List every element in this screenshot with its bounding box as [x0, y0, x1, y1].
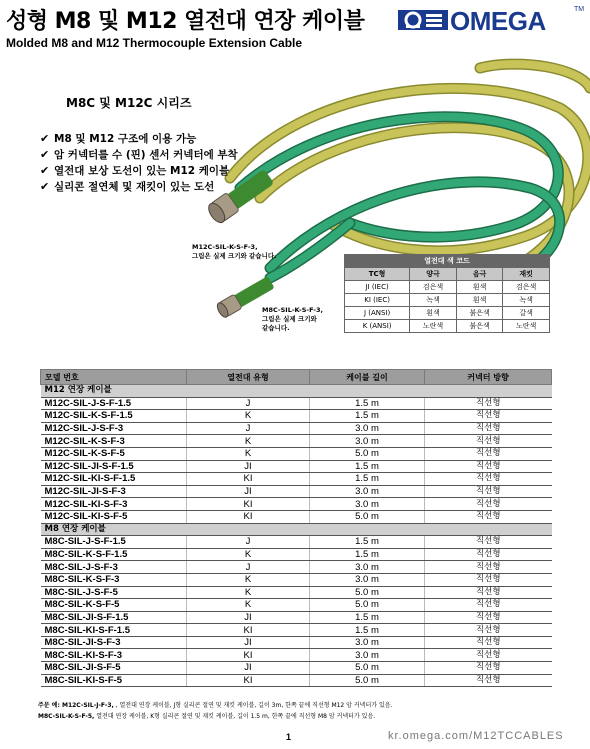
checkmark-icon: ✔ — [40, 163, 50, 177]
connector-direction-cell: 직선형 — [425, 435, 552, 448]
table-row — [41, 536, 552, 549]
cable-length-cell: 1.5 m — [310, 548, 425, 561]
table-row — [41, 586, 552, 599]
connector-direction-cell: 직선형 — [425, 586, 552, 599]
table-row — [41, 397, 552, 410]
connector-direction-cell: 직선형 — [425, 649, 552, 662]
tc-type-cell: KI — [187, 674, 310, 687]
omega-logo-mark-icon — [398, 6, 448, 32]
footer-url[interactable]: kr.omega.com/M12TCCABLES — [388, 730, 564, 742]
omega-logo — [398, 6, 588, 34]
cable-length-cell: 3.0 m — [310, 435, 425, 448]
model-number-cell: M8C-SIL-KI-S-F-3 — [41, 649, 187, 662]
model-number-cell: M8C-SIL-JI-S-F-1.5 — [41, 611, 187, 624]
tc-type-cell: KI — [187, 473, 310, 486]
feature-item: ✔ 열전대 보상 도선이 있는 M12 케이블 — [40, 163, 230, 177]
tc-type-cell: K — [187, 410, 310, 423]
color-code-cell: 갈색 — [503, 307, 550, 320]
cable-length-cell: 5.0 m — [310, 674, 425, 687]
model-number-cell: M12C-SIL-KI-S-F-3 — [41, 498, 187, 511]
column-header-model: 모델 번호 — [41, 370, 187, 385]
feature-item: ✔ 암 커넥터를 수 (핀) 센서 커넥터에 부착 — [40, 147, 238, 161]
table-row — [41, 573, 552, 586]
connector-direction-cell: 직선형 — [425, 599, 552, 612]
page-subtitle: Molded M8 and M12 Thermocouple Extension Cable — [6, 36, 303, 50]
color-code-row — [345, 320, 550, 333]
tc-type-cell: K — [187, 573, 310, 586]
connector-direction-cell: 직선형 — [425, 397, 552, 410]
model-number-cell: M12C-SIL-K-S-F-1.5 — [41, 410, 187, 423]
tc-type-cell: J — [187, 422, 310, 435]
color-code-header: 양극 — [410, 268, 457, 281]
table-row — [41, 662, 552, 675]
connector-direction-cell: 직선형 — [425, 536, 552, 549]
color-code-row — [345, 281, 550, 294]
table-row — [41, 498, 552, 511]
cable-length-cell: 5.0 m — [310, 662, 425, 675]
m8-image-caption: M8C-SIL-K-S-F-3, 그림은 실제 크기와 같습니다. — [262, 306, 324, 332]
model-number-cell: M8C-SIL-J-S-F-3 — [41, 561, 187, 574]
color-code-cell: 검은색 — [503, 281, 550, 294]
model-number-cell: M8C-SIL-K-S-F-3 — [41, 573, 187, 586]
tc-type-cell: K — [187, 435, 310, 448]
connector-direction-cell: 직선형 — [425, 410, 552, 423]
model-number-cell: M12C-SIL-J-S-F-3 — [41, 422, 187, 435]
color-code-table — [344, 254, 550, 333]
connector-direction-cell: 직선형 — [425, 611, 552, 624]
connector-direction-cell: 직선형 — [425, 473, 552, 486]
color-code-title: 열전대 색 코드 — [345, 255, 550, 268]
cable-length-cell: 3.0 m — [310, 498, 425, 511]
color-code-cell: 붉은색 — [456, 307, 503, 320]
color-code-header: 재킷 — [503, 268, 550, 281]
table-row — [41, 460, 552, 473]
model-number-cell: M8C-SIL-JI-S-F-5 — [41, 662, 187, 675]
table-row — [41, 447, 552, 460]
cable-length-cell: 1.5 m — [310, 460, 425, 473]
table-row — [41, 624, 552, 637]
logo-wordmark: OMEGA — [450, 6, 546, 36]
model-table — [40, 369, 552, 687]
tc-type-cell: K — [187, 586, 310, 599]
color-code-cell: 노란색 — [503, 320, 550, 333]
page-title: 성형 M8 및 M12 열전대 연장 케이블 — [6, 9, 365, 34]
cable-length-cell: 3.0 m — [310, 573, 425, 586]
checkmark-icon: ✔ — [40, 131, 50, 145]
model-number-cell: M8C-SIL-K-S-F-5 — [41, 599, 187, 612]
tc-type-cell: JI — [187, 662, 310, 675]
model-number-cell: M12C-SIL-K-S-F-3 — [41, 435, 187, 448]
connector-direction-cell: 직선형 — [425, 561, 552, 574]
table-row — [41, 410, 552, 423]
series-title: M8C 및 M12C 시리즈 — [66, 96, 192, 110]
connector-direction-cell: 직선형 — [425, 447, 552, 460]
color-code-cell: 붉은색 — [456, 320, 503, 333]
feature-item: ✔ 실리콘 절연체 및 재킷이 있는 도선 — [40, 179, 215, 193]
color-code-cell: KI (IEC) — [345, 294, 410, 307]
page-number: 1 — [286, 732, 292, 742]
color-code-cell: 녹색 — [503, 294, 550, 307]
model-number-cell: M12C-SIL-J-S-F-1.5 — [41, 397, 187, 410]
table-row — [41, 422, 552, 435]
checkmark-icon: ✔ — [40, 179, 50, 193]
tc-type-cell: JI — [187, 611, 310, 624]
connector-direction-cell: 직선형 — [425, 662, 552, 675]
model-number-cell: M8C-SIL-J-S-F-5 — [41, 586, 187, 599]
tc-type-cell: K — [187, 447, 310, 460]
cable-length-cell: 5.0 m — [310, 586, 425, 599]
model-number-cell: M8C-SIL-KI-S-F-1.5 — [41, 624, 187, 637]
cable-length-cell: 1.5 m — [310, 536, 425, 549]
tc-type-cell: J — [187, 561, 310, 574]
tc-type-cell: K — [187, 599, 310, 612]
logo-trademark: TM — [574, 6, 585, 13]
color-code-cell: 흰색 — [456, 294, 503, 307]
connector-direction-cell: 직선형 — [425, 422, 552, 435]
connector-direction-cell: 직선형 — [425, 498, 552, 511]
table-row — [41, 473, 552, 486]
cable-length-cell: 5.0 m — [310, 447, 425, 460]
group-label: M12 연장 케이블 — [41, 385, 552, 398]
connector-direction-cell: 직선형 — [425, 510, 552, 523]
feature-item: ✔ M8 및 M12 구조에 이용 가능 — [40, 131, 197, 145]
tc-type-cell: JI — [187, 460, 310, 473]
model-number-cell: M12C-SIL-K-S-F-5 — [41, 447, 187, 460]
m12-image-caption: M12C-SIL-K-S-F-3, 그림은 실제 크기와 같습니다. — [192, 243, 277, 260]
connector-direction-cell: 직선형 — [425, 674, 552, 687]
model-number-cell: M12C-SIL-JI-S-F-1.5 — [41, 460, 187, 473]
tc-type-cell: J — [187, 397, 310, 410]
color-code-cell: J (ANSI) — [345, 307, 410, 320]
model-number-cell: M8C-SIL-K-S-F-1.5 — [41, 548, 187, 561]
color-code-cell: 노란색 — [410, 320, 457, 333]
model-number-cell: M8C-SIL-KI-S-F-5 — [41, 674, 187, 687]
cable-length-cell: 1.5 m — [310, 624, 425, 637]
tc-type-cell: KI — [187, 510, 310, 523]
cable-length-cell: 1.5 m — [310, 473, 425, 486]
feature-list — [40, 130, 238, 194]
color-code-header: 음극 — [456, 268, 503, 281]
group-row — [41, 385, 552, 398]
table-row — [41, 611, 552, 624]
tc-type-cell: JI — [187, 485, 310, 498]
connector-direction-cell: 직선형 — [425, 460, 552, 473]
column-header-length: 케이블 길이 — [310, 370, 425, 385]
cable-length-cell: 3.0 m — [310, 636, 425, 649]
tc-type-cell: KI — [187, 624, 310, 637]
order-example-notes: 주문 예: M12C-SIL-J-F-3, , 열전대 연장 케이블, J형 실리콘 절연 및 재킷 케이블, 길이 3m, 한쪽 끝에 직선형 M12 암 커넥터가 있음. M8C-SIL-K-S-F-5, 열전대 연장 케이블, K형 실리콘 절연 및 재킷 케이블, 길이 1.5 m, 한쪽 끝에 직선형 M8 암 커넥터가 있음. — [38, 702, 393, 720]
cable-length-cell: 5.0 m — [310, 599, 425, 612]
color-code-header: TC형 — [345, 268, 410, 281]
group-label: M8 연장 케이블 — [41, 523, 552, 536]
table-row — [41, 435, 552, 448]
table-row — [41, 674, 552, 687]
model-number-cell: M12C-SIL-KI-S-F-1.5 — [41, 473, 187, 486]
connector-direction-cell: 직선형 — [425, 485, 552, 498]
table-row — [41, 561, 552, 574]
cable-length-cell: 1.5 m — [310, 397, 425, 410]
group-row — [41, 523, 552, 536]
color-code-cell: 녹색 — [410, 294, 457, 307]
model-number-cell: M8C-SIL-J-S-F-1.5 — [41, 536, 187, 549]
tc-type-cell: KI — [187, 649, 310, 662]
tc-type-cell: J — [187, 536, 310, 549]
table-row — [41, 599, 552, 612]
cable-length-cell: 3.0 m — [310, 561, 425, 574]
cable-length-cell: 1.5 m — [310, 410, 425, 423]
model-number-cell: M12C-SIL-KI-S-F-5 — [41, 510, 187, 523]
column-header-tc-type: 열전대 유형 — [187, 370, 310, 385]
connector-direction-cell: 직선형 — [425, 573, 552, 586]
table-row — [41, 636, 552, 649]
color-code-cell: K (ANSI) — [345, 320, 410, 333]
color-code-cell: 흰색 — [456, 281, 503, 294]
table-row — [41, 510, 552, 523]
column-header-direction: 커넥터 방향 — [425, 370, 552, 385]
color-code-cell: JI (IEC) — [345, 281, 410, 294]
cable-length-cell: 1.5 m — [310, 611, 425, 624]
color-code-cell: 검은색 — [410, 281, 457, 294]
color-code-cell: 흰색 — [410, 307, 457, 320]
connector-direction-cell: 직선형 — [425, 636, 552, 649]
tc-type-cell: JI — [187, 636, 310, 649]
connector-direction-cell: 직선형 — [425, 624, 552, 637]
color-code-row — [345, 307, 550, 320]
table-row — [41, 649, 552, 662]
tc-type-cell: K — [187, 548, 310, 561]
tc-type-cell: KI — [187, 498, 310, 511]
cable-length-cell: 3.0 m — [310, 422, 425, 435]
cable-length-cell: 3.0 m — [310, 649, 425, 662]
model-number-cell: M12C-SIL-JI-S-F-3 — [41, 485, 187, 498]
checkmark-icon: ✔ — [40, 147, 50, 161]
color-code-row — [345, 294, 550, 307]
table-row — [41, 548, 552, 561]
cable-length-cell: 5.0 m — [310, 510, 425, 523]
model-number-cell: M8C-SIL-JI-S-F-3 — [41, 636, 187, 649]
connector-direction-cell: 직선형 — [425, 548, 552, 561]
table-row — [41, 485, 552, 498]
cable-length-cell: 3.0 m — [310, 485, 425, 498]
